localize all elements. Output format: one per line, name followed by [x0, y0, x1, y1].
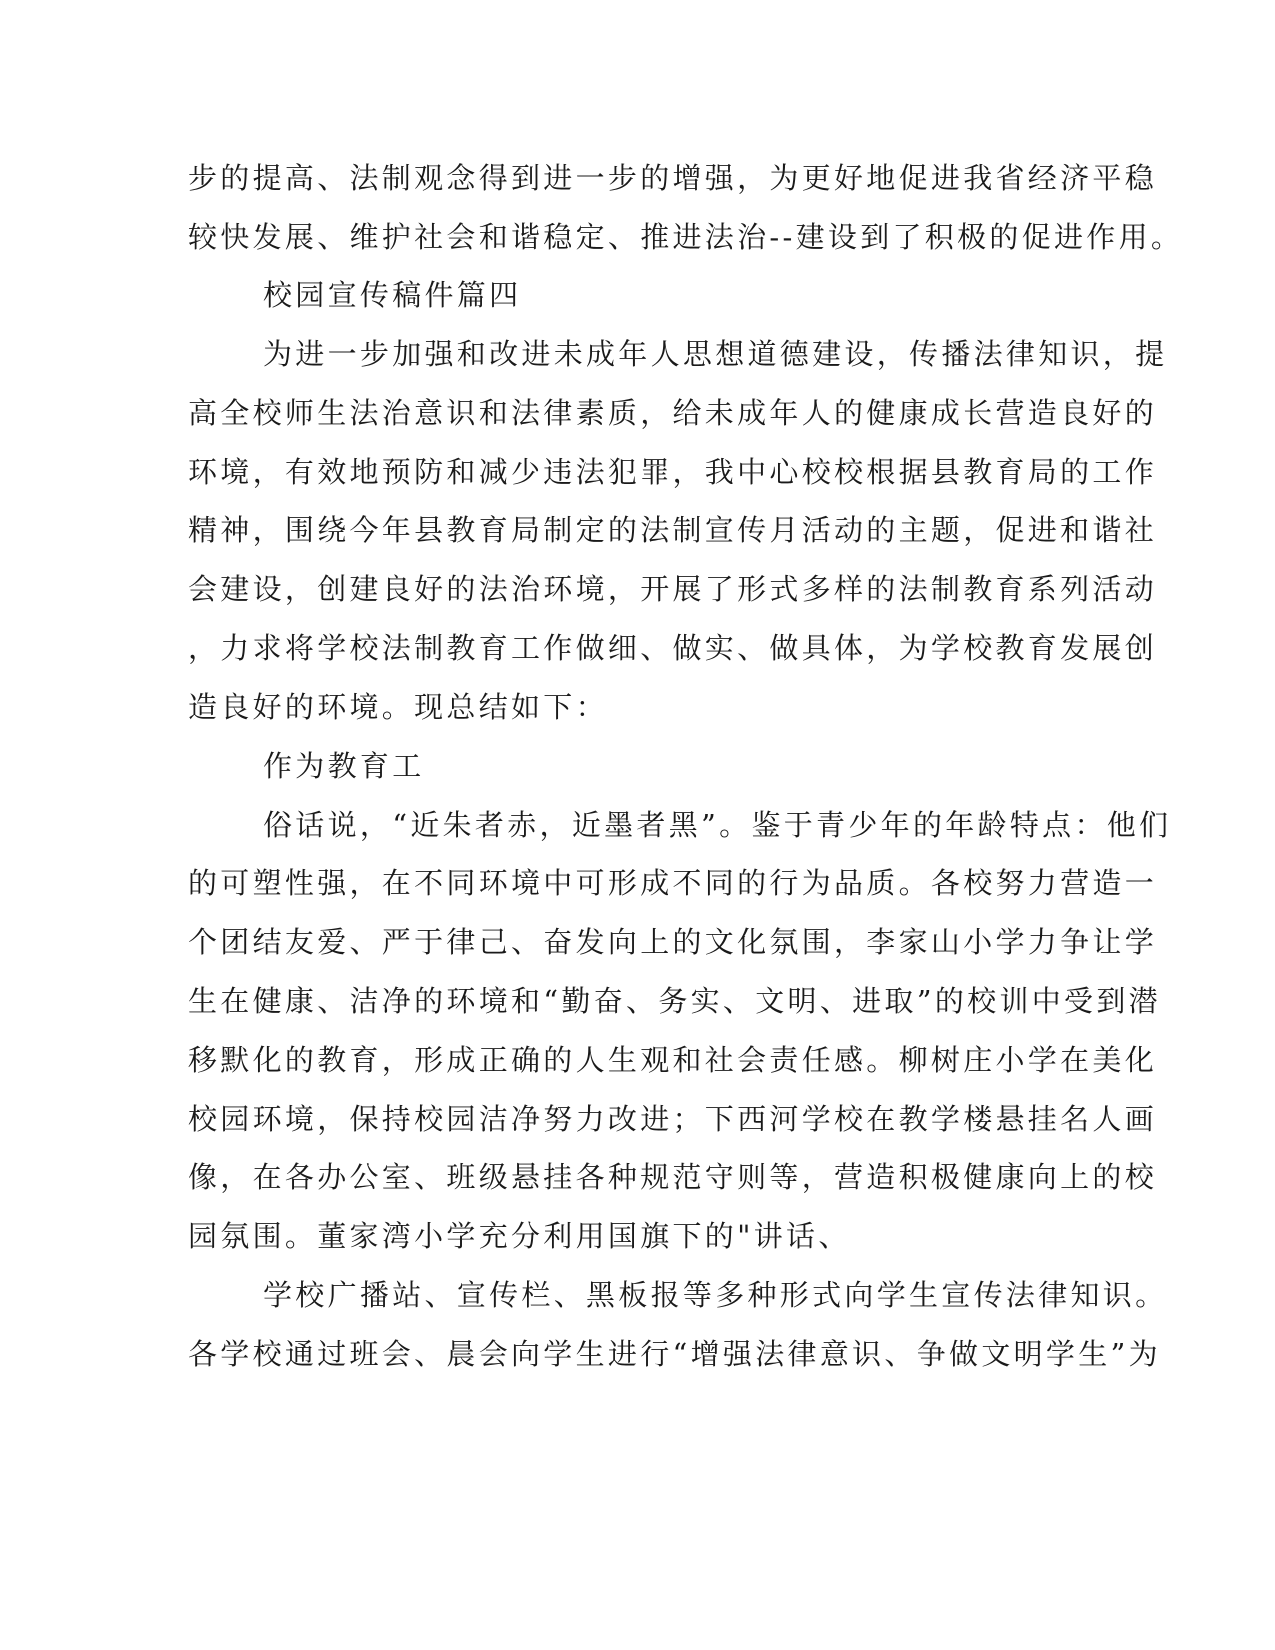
text-line: 各学校通过班会、晨会向学生进行“增强法律意识、争做文明学生”为 — [188, 1337, 1161, 1371]
text-line: 作为教育工 — [263, 749, 425, 783]
text-line: 个团结友爱、严于律己、奋发向上的文化氛围，李家山小学力争让学 — [188, 925, 1158, 959]
text-line: 学校广播站、宣传栏、黑板报等多种形式向学生宣传法律知识。 — [263, 1278, 1168, 1312]
section-heading: 校园宣传稿件篇四 — [263, 278, 522, 312]
text-line: 环境，有效地预防和减少违法犯罪，我中心校校根据县教育局的工作 — [188, 455, 1158, 489]
text-line: 园氛围。董家湾小学充分利用国旗下的"讲话、 — [188, 1219, 851, 1253]
text-line: 像，在各办公室、班级悬挂各种规范守则等，营造积极健康向上的校 — [188, 1160, 1158, 1194]
text-line: 俗话说，“近朱者赤，近墨者黑”。鉴于青少年的年龄特点：他们 — [263, 808, 1172, 842]
text-line: 校园环境，保持校园洁净努力改进；下西河学校在教学楼悬挂名人画 — [188, 1102, 1158, 1136]
text-line: 高全校师生法治意识和法律素质，给未成年人的健康成长营造良好的 — [188, 396, 1158, 430]
text-line: ，力求将学校法制教育工作做细、做实、做具体，为学校教育发展创 — [188, 631, 1158, 665]
text-line: 步的提高、法制观念得到进一步的增强，为更好地促进我省经济平稳 — [188, 161, 1158, 195]
text-line: 移默化的教育，形成正确的人生观和社会责任感。柳树庄小学在美化 — [188, 1043, 1158, 1077]
text-line: 较快发展、维护社会和谐稳定、推进法治--建设到了积极的促进作用。 — [188, 220, 1184, 254]
text-line: 为进一步加强和改进未成年人思想道德建设，传播法律知识，提 — [263, 337, 1168, 371]
text-line: 生在健康、洁净的环境和“勤奋、务实、文明、进取”的校训中受到潜 — [188, 984, 1161, 1018]
text-line: 会建设，创建良好的法治环境，开展了形式多样的法制教育系列活动 — [188, 572, 1158, 606]
text-line: 精神，围绕今年县教育局制定的法制宣传月活动的主题，促进和谐社 — [188, 513, 1158, 547]
text-line: 的可塑性强，在不同环境中可形成不同的行为品质。各校努力营造一 — [188, 866, 1158, 900]
text-line: 造良好的环境。现总结如下： — [188, 690, 608, 724]
